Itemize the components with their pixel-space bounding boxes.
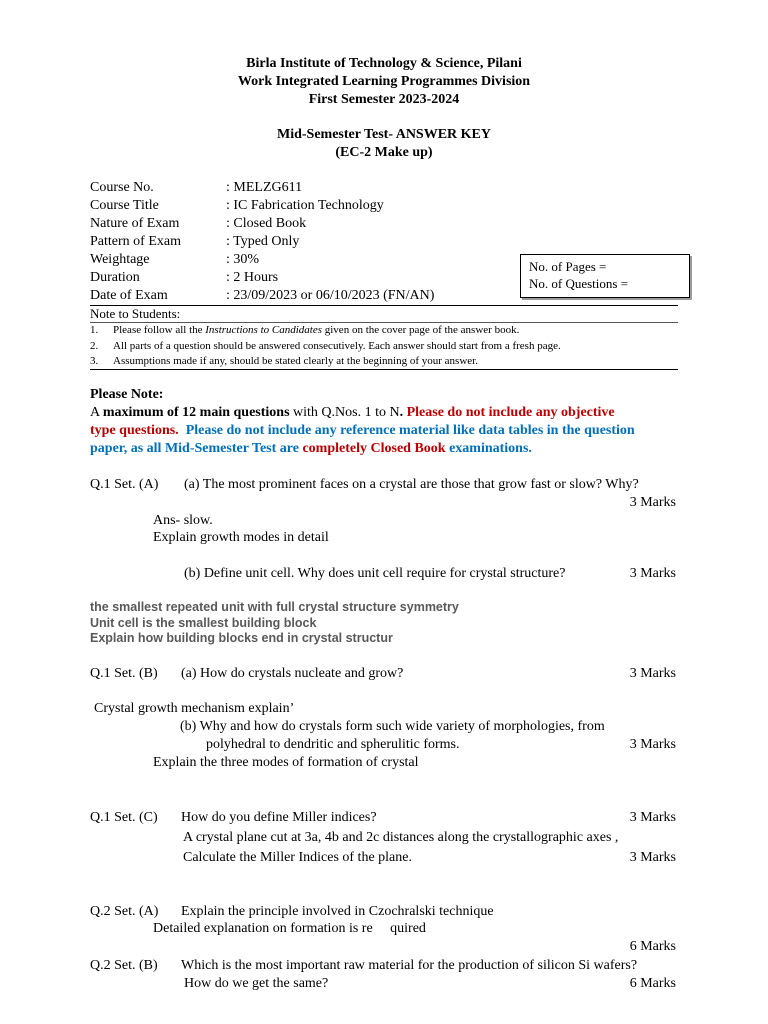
q1b-part-b-cont: polyhedral to dendritic and spherulitic forms. xyxy=(206,737,460,752)
note-number: 3. xyxy=(90,355,99,367)
pn-examinations: examinations. xyxy=(445,441,532,456)
division-name: Work Integrated Learning Programmes Division xyxy=(237,74,531,89)
marks: 3 Marks xyxy=(629,495,676,510)
note-number: 2. xyxy=(90,340,99,352)
course-info-label: Course No. xyxy=(90,180,154,195)
please-note-heading: Please Note: xyxy=(90,387,164,402)
marks: 3 Marks xyxy=(629,850,676,865)
course-info-label: Course Title xyxy=(90,198,159,213)
q1c-set-label: Q.1 Set. (C) xyxy=(90,810,158,825)
course-info-label: Weightage xyxy=(90,252,150,267)
marks: 6 Marks xyxy=(629,939,676,954)
note-number: 1. xyxy=(90,324,99,336)
note-2: All parts of a question should be answered consecutively. Each answer should start from a fresh page. xyxy=(113,340,561,352)
marks: 6 Marks xyxy=(629,976,676,991)
pn-period: . xyxy=(399,405,407,420)
semester: First Semester 2023-2024 xyxy=(308,92,460,107)
q1b-part-a: (a) How do crystals nucleate and grow? xyxy=(181,666,404,681)
pn-reference-warning-end: paper, as all Mid-Semester Test are xyxy=(90,441,303,456)
note-1-italic: Instructions to Candidates xyxy=(205,324,322,336)
divider-notes xyxy=(90,322,678,323)
course-info-label: Nature of Exam xyxy=(90,216,180,231)
answer: Explain the three modes of formation of crystal xyxy=(153,755,419,770)
answer: Explain growth modes in detail xyxy=(153,530,329,545)
q1a-part-b: (b) Define unit cell. Why does unit cell require for crystal structure? xyxy=(184,566,566,581)
marks: 3 Marks xyxy=(629,666,676,681)
course-info-value: : IC Fabrication Technology xyxy=(226,198,384,213)
answer: Unit cell is the smallest building block xyxy=(90,616,317,630)
course-info-value: : 30% xyxy=(226,252,260,267)
note-3: Assumptions made if any, should be stated clearly at the beginning of your answer. xyxy=(113,355,478,367)
please-note-line-3 xyxy=(90,441,532,457)
pn-closed-book: completely Closed Book xyxy=(302,441,446,456)
course-info-value: : 2 Hours xyxy=(226,270,279,285)
marks: 3 Marks xyxy=(629,737,676,752)
q1b-part-b: (b) Why and how do crystals form such wide variety of morphologies, from xyxy=(180,719,605,734)
please-note-line-1 xyxy=(90,405,615,421)
note-1-text: Please follow all the xyxy=(113,324,206,336)
course-info-value: : MELZG611 xyxy=(226,180,303,195)
note-1 xyxy=(113,324,519,336)
q2a-question: Explain the principle involved in Czochralski technique xyxy=(181,904,494,919)
answer: Ans- slow. xyxy=(153,513,213,528)
pages-questions-box xyxy=(520,254,690,298)
pn-objective-warning: Please do not include any objective xyxy=(406,405,615,420)
test-subtitle: (EC-2 Make up) xyxy=(335,145,433,160)
please-note-line-2 xyxy=(90,423,635,439)
note-1-text-end: given on the cover page of the answer book. xyxy=(322,324,520,336)
q1c-part-b-cont: Calculate the Miller Indices of the plane. xyxy=(183,850,412,865)
pn-with: with Q.Nos. 1 to N xyxy=(289,405,400,420)
q2a-set-label: Q.2 Set. (A) xyxy=(90,904,159,919)
course-info-label: Duration xyxy=(90,270,140,285)
pn-reference-warning: Please do not include any reference material like data tables in the question xyxy=(185,423,635,438)
q1c-part-b: A crystal plane cut at 3a, 4b and 2c distances along the crystallographic axes , xyxy=(183,830,619,845)
no-of-questions: No. of Questions = xyxy=(529,276,629,291)
q1a-part-a: (a) The most prominent faces on a crystal are those that grow fast or slow? Why? xyxy=(184,477,639,492)
divider-bottom xyxy=(90,369,678,370)
pn-a: A xyxy=(90,405,103,420)
q2b-question: Which is the most important raw material for the production of silicon Si wafers? xyxy=(181,958,638,973)
answer: Explain how building blocks end in crystal structur xyxy=(90,631,393,645)
q1a-set-label: Q.1 Set. (A) xyxy=(90,477,159,492)
answer: Crystal growth mechanism explain’ xyxy=(94,701,295,716)
marks: 3 Marks xyxy=(629,566,676,581)
no-of-pages: No. of Pages = xyxy=(529,259,607,274)
answer: Detailed explanation on formation is re quired xyxy=(153,921,426,936)
pn-max-questions: maximum of 12 main questions xyxy=(102,405,290,420)
notes-heading: Note to Students: xyxy=(90,306,181,321)
q2b-question-cont: How do we get the same? xyxy=(184,976,329,991)
institute-name: Birla Institute of Technology & Science, Pilani xyxy=(246,56,522,71)
q1b-set-label: Q.1 Set. (B) xyxy=(90,666,158,681)
course-info-label: Date of Exam xyxy=(90,288,168,303)
pn-objective-warning-end: type questions. xyxy=(90,423,179,438)
q1c-part-a: How do you define Miller indices? xyxy=(181,810,377,825)
answer: the smallest repeated unit with full crystal structure symmetry xyxy=(90,600,459,614)
course-info-value: : 23/09/2023 or 06/10/2023 (FN/AN) xyxy=(226,288,435,303)
course-info-value: : Closed Book xyxy=(226,216,307,231)
test-title: Mid-Semester Test- ANSWER KEY xyxy=(276,127,492,142)
course-info-label: Pattern of Exam xyxy=(90,234,181,249)
q2b-set-label: Q.2 Set. (B) xyxy=(90,958,158,973)
course-info-value: : Typed Only xyxy=(226,234,300,249)
marks: 3 Marks xyxy=(629,810,676,825)
